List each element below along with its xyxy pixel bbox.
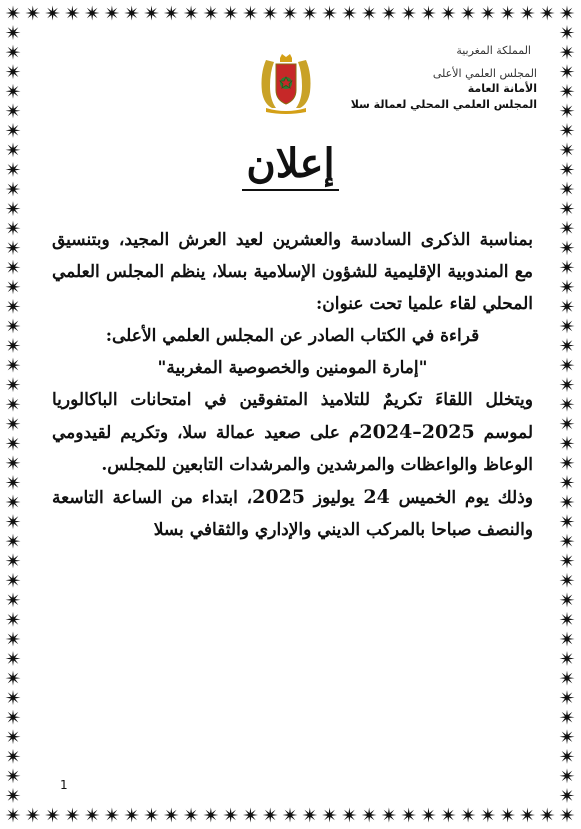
border-star-icon <box>283 808 298 823</box>
border-star-icon <box>124 808 139 823</box>
border-star-icon <box>461 6 476 21</box>
border-star-icon <box>144 6 159 21</box>
border-star-icon <box>6 475 21 490</box>
border-star-icon <box>243 6 258 21</box>
border-star-icon <box>263 6 278 21</box>
local-council-name: المجلس العلمي المحلي لعمالة سلا <box>350 97 537 111</box>
border-star-icon <box>25 808 40 823</box>
border-star-icon <box>283 6 298 21</box>
border-star-icon <box>223 808 238 823</box>
border-star-icon <box>164 6 179 21</box>
border-star-icon <box>65 808 80 823</box>
announcement-body <box>52 224 533 546</box>
event-day: 24 <box>363 486 390 508</box>
border-star-icon <box>381 808 396 823</box>
border-star-icon <box>263 808 278 823</box>
border-star-icon <box>302 808 317 823</box>
border-star-icon <box>560 338 575 353</box>
border-star-icon <box>322 6 337 21</box>
border-star-icon <box>6 690 21 705</box>
border-star-icon <box>560 729 575 744</box>
border-star-icon <box>441 6 456 21</box>
border-star-icon <box>104 808 119 823</box>
border-star-icon <box>441 808 456 823</box>
border-star-icon <box>6 788 21 803</box>
moroccan-coat-of-arms-icon <box>252 52 320 114</box>
border-star-icon <box>6 103 21 118</box>
border-star-icon <box>560 436 575 451</box>
border-star-icon <box>560 710 575 725</box>
paragraph-honoring: ويتخلل اللقاءَ تكريمٌ للتلاميذ المتفوقين في امتحانات الباكالوريا لموسم 2024–2025م على صعيد عمالة سلا، وتكريم لقيدومي الوعاظ والواعظات والمرشدين والمرشدات التابعين للمجلس. <box>52 390 533 475</box>
border-star-icon <box>6 84 21 99</box>
border-star-icon <box>6 749 21 764</box>
border-star-icon <box>6 573 21 588</box>
border-star-icon <box>560 534 575 549</box>
border-star-icon <box>6 553 21 568</box>
border-star-icon <box>6 377 21 392</box>
book-title: "إمارة المومنين والخصوصية المغربية" <box>157 358 428 378</box>
border-star-icon <box>45 808 60 823</box>
border-star-icon <box>6 592 21 607</box>
border-star-icon <box>203 808 218 823</box>
kingdom-name: المملكة المغربية <box>456 44 531 57</box>
border-star-icon <box>560 25 575 40</box>
border-star-icon <box>6 612 21 627</box>
border-star-icon <box>184 6 199 21</box>
border-star-icon <box>6 25 21 40</box>
border-star-icon <box>480 808 495 823</box>
border-star-icon <box>560 45 575 60</box>
border-star-icon <box>560 84 575 99</box>
border-star-icon <box>6 260 21 275</box>
border-star-icon <box>85 6 100 21</box>
border-star-icon <box>540 808 555 823</box>
border-star-icon <box>124 6 139 21</box>
border-star-icon <box>184 808 199 823</box>
border-star-icon <box>560 592 575 607</box>
border-star-icon <box>560 318 575 333</box>
border-star-icon <box>302 6 317 21</box>
border-star-icon <box>560 514 575 529</box>
border-star-icon <box>560 64 575 79</box>
border-star-icon <box>6 201 21 216</box>
page-number: 1 <box>60 778 68 792</box>
border-star-icon <box>6 768 21 783</box>
border-star-icon <box>104 6 119 21</box>
border-star-icon <box>560 260 575 275</box>
border-star-icon <box>560 201 575 216</box>
border-star-icon <box>6 123 21 138</box>
border-star-icon <box>560 221 575 236</box>
border-star-icon <box>560 103 575 118</box>
border-star-icon <box>6 45 21 60</box>
border-star-icon <box>560 455 575 470</box>
border-star-icon <box>362 808 377 823</box>
border-star-icon <box>560 612 575 627</box>
border-star-icon <box>401 6 416 21</box>
border-star-icon <box>560 671 575 686</box>
border-star-icon <box>6 397 21 412</box>
announcement-title: إعلان <box>0 140 581 187</box>
paragraph-occasion: بمناسبة الذكرى السادسة والعشرين لعيد العرش المجيد، وبتنسيق مع المندوبية الإقليمية للشؤون الإسلامية بسلا، ينظم المجلس العلمي المحلي لقاء علميا تحت عنوان: <box>52 230 533 314</box>
border-star-icon <box>6 729 21 744</box>
border-star-icon <box>342 6 357 21</box>
paragraph-date-venue: وذلك يوم الخميس 24 يوليوز 2025، ابتداء من الساعة التاسعة والنصف صباحا بالمركب الديني والإداري والثقافي بسلا <box>52 486 534 540</box>
border-star-icon <box>203 6 218 21</box>
border-star-icon <box>6 221 21 236</box>
border-star-icon <box>164 808 179 823</box>
book-reading-line: قراءة في الكتاب الصادر عن المجلس العلمي الأعلى: <box>105 326 480 346</box>
border-star-icon <box>560 6 575 21</box>
border-star-icon <box>560 299 575 314</box>
supreme-council-name: المجلس العلمي الأعلى <box>432 67 537 81</box>
border-star-icon <box>6 808 21 823</box>
border-star-icon <box>362 6 377 21</box>
event-year: 2025 <box>252 486 306 508</box>
border-star-icon <box>560 651 575 666</box>
border-star-icon <box>520 6 535 21</box>
border-star-icon <box>560 573 575 588</box>
border-star-icon <box>520 808 535 823</box>
border-star-icon <box>6 240 21 255</box>
border-star-icon <box>461 808 476 823</box>
border-star-icon <box>6 631 21 646</box>
border-star-icon <box>85 808 100 823</box>
border-star-icon <box>6 338 21 353</box>
border-star-icon <box>6 436 21 451</box>
border-star-icon <box>560 475 575 490</box>
border-star-icon <box>6 416 21 431</box>
border-star-icon <box>6 671 21 686</box>
border-star-icon <box>6 534 21 549</box>
border-star-icon <box>401 808 416 823</box>
border-star-icon <box>65 6 80 21</box>
border-star-icon <box>560 279 575 294</box>
border-star-icon <box>560 631 575 646</box>
border-star-icon <box>560 123 575 138</box>
border-star-icon <box>6 318 21 333</box>
border-star-icon <box>25 6 40 21</box>
border-star-icon <box>560 690 575 705</box>
border-star-icon <box>45 6 60 21</box>
border-star-icon <box>6 495 21 510</box>
border-star-icon <box>560 788 575 803</box>
border-star-icon <box>6 6 21 21</box>
secretariat-name: الأمانة العامة <box>467 82 537 96</box>
border-star-icon <box>560 808 575 823</box>
border-star-icon <box>560 749 575 764</box>
border-star-icon <box>223 6 238 21</box>
border-star-icon <box>560 397 575 412</box>
border-star-icon <box>560 768 575 783</box>
border-star-icon <box>560 240 575 255</box>
border-star-icon <box>540 6 555 21</box>
academic-years: 2024–2025 <box>359 421 475 443</box>
border-star-icon <box>6 299 21 314</box>
border-star-icon <box>6 279 21 294</box>
border-star-icon <box>421 6 436 21</box>
border-star-icon <box>421 808 436 823</box>
border-star-icon <box>500 808 515 823</box>
border-star-icon <box>342 808 357 823</box>
border-star-icon <box>480 6 495 21</box>
border-star-icon <box>560 416 575 431</box>
border-star-icon <box>560 553 575 568</box>
border-star-icon <box>381 6 396 21</box>
border-star-icon <box>560 358 575 373</box>
border-star-icon <box>560 377 575 392</box>
border-star-icon <box>500 6 515 21</box>
border-star-icon <box>6 651 21 666</box>
border-star-icon <box>243 808 258 823</box>
border-star-icon <box>6 358 21 373</box>
border-star-icon <box>560 495 575 510</box>
border-star-icon <box>6 455 21 470</box>
border-star-icon <box>144 808 159 823</box>
border-star-icon <box>6 710 21 725</box>
border-star-icon <box>322 808 337 823</box>
border-star-icon <box>6 514 21 529</box>
border-star-icon <box>6 64 21 79</box>
